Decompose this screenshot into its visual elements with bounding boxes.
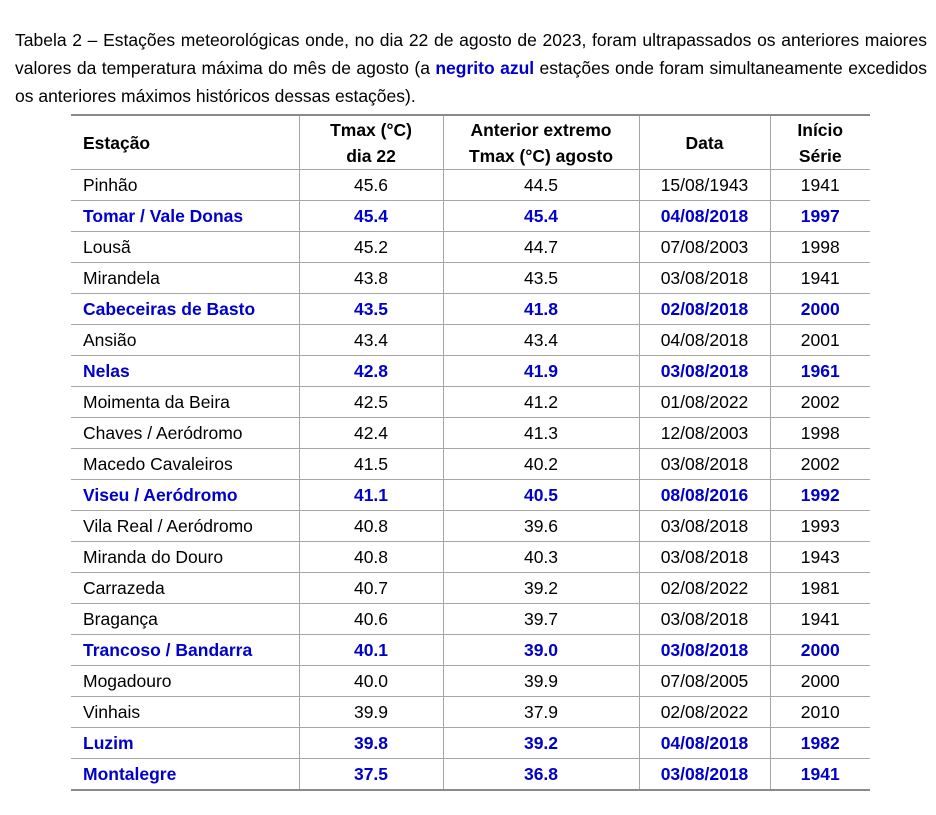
cell-series-start: 1997: [770, 201, 870, 232]
cell-previous-extreme: 39.2: [443, 728, 639, 759]
cell-station: Vila Real / Aeródromo: [71, 511, 299, 542]
cell-previous-extreme: 36.8: [443, 759, 639, 791]
cell-series-start: 1982: [770, 728, 870, 759]
table-row: [71, 170, 870, 201]
cell-tmax-day22: 42.4: [299, 418, 443, 449]
cell-station: Nelas: [71, 356, 299, 387]
cell-tmax-day22: 40.8: [299, 542, 443, 573]
cell-station: Pinhão: [71, 170, 299, 201]
cell-previous-extreme: 39.7: [443, 604, 639, 635]
table-row: [71, 449, 870, 480]
cell-tmax-day22: 40.0: [299, 666, 443, 697]
cell-tmax-day22: 43.5: [299, 294, 443, 325]
cell-station: Lousã: [71, 232, 299, 263]
table-row: [71, 201, 870, 232]
cell-date: 03/08/2018: [639, 449, 770, 480]
cell-tmax-day22: 40.6: [299, 604, 443, 635]
cell-station: Viseu / Aeródromo: [71, 480, 299, 511]
cell-station: Montalegre: [71, 759, 299, 791]
cell-date: 03/08/2018: [639, 759, 770, 791]
cell-series-start: 2002: [770, 449, 870, 480]
cell-station: Bragança: [71, 604, 299, 635]
cell-series-start: 2000: [770, 635, 870, 666]
cell-tmax-day22: 45.4: [299, 201, 443, 232]
cell-series-start: 2010: [770, 697, 870, 728]
table-row: [71, 728, 870, 759]
header-prev-line2: Tmax (°C) agosto: [468, 145, 614, 166]
cell-date: 04/08/2018: [639, 201, 770, 232]
cell-date: 08/08/2016: [639, 480, 770, 511]
cell-date: 02/08/2022: [639, 697, 770, 728]
cell-date: 03/08/2018: [639, 542, 770, 573]
cell-tmax-day22: 45.2: [299, 232, 443, 263]
cell-date: 12/08/2003: [639, 418, 770, 449]
cell-station: Tomar / Vale Donas: [71, 201, 299, 232]
cell-station: Macedo Cavaleiros: [71, 449, 299, 480]
cell-tmax-day22: 41.1: [299, 480, 443, 511]
cell-tmax-day22: 39.9: [299, 697, 443, 728]
cell-station: Trancoso / Bandarra: [71, 635, 299, 666]
table-row: [71, 697, 870, 728]
cell-station: Mogadouro: [71, 666, 299, 697]
cell-previous-extreme: 40.2: [443, 449, 639, 480]
header-tmax-line2: dia 22: [346, 145, 396, 166]
cell-tmax-day22: 45.6: [299, 170, 443, 201]
table-row: [71, 325, 870, 356]
cell-previous-extreme: 40.3: [443, 542, 639, 573]
cell-tmax-day22: 40.8: [299, 511, 443, 542]
table-row: [71, 356, 870, 387]
header-station: Estação: [71, 115, 299, 170]
cell-date: 07/08/2005: [639, 666, 770, 697]
table-row: [71, 542, 870, 573]
table-row: [71, 511, 870, 542]
cell-date: 15/08/1943: [639, 170, 770, 201]
cell-tmax-day22: 39.8: [299, 728, 443, 759]
table-row: [71, 666, 870, 697]
table-row: [71, 232, 870, 263]
cell-date: 02/08/2022: [639, 573, 770, 604]
cell-series-start: 1941: [770, 759, 870, 791]
cell-series-start: 1998: [770, 232, 870, 263]
header-previous-extreme: [443, 115, 639, 170]
cell-previous-extreme: 41.8: [443, 294, 639, 325]
cell-series-start: 1943: [770, 542, 870, 573]
cell-station: Moimenta da Beira: [71, 387, 299, 418]
header-start-line2: Série: [798, 145, 842, 166]
table-row: [71, 418, 870, 449]
cell-station: Cabeceiras de Basto: [71, 294, 299, 325]
table-row: [71, 573, 870, 604]
cell-station: Mirandela: [71, 263, 299, 294]
cell-previous-extreme: 41.2: [443, 387, 639, 418]
cell-previous-extreme: 41.9: [443, 356, 639, 387]
cell-previous-extreme: 37.9: [443, 697, 639, 728]
cell-previous-extreme: 40.5: [443, 480, 639, 511]
cell-tmax-day22: 40.1: [299, 635, 443, 666]
cell-date: 03/08/2018: [639, 604, 770, 635]
caption-text-end: estações onde foram simultaneamente excedidos os anteriores máximos históricos dessas estações).: [15, 57, 927, 106]
cell-series-start: 1993: [770, 511, 870, 542]
table-body: [71, 170, 870, 791]
table-row: [71, 387, 870, 418]
table-row: [71, 263, 870, 294]
cell-series-start: 2000: [770, 666, 870, 697]
cell-series-start: 2002: [770, 387, 870, 418]
cell-station: Vinhais: [71, 697, 299, 728]
cell-series-start: 1941: [770, 263, 870, 294]
cell-tmax-day22: 43.8: [299, 263, 443, 294]
cell-previous-extreme: 39.9: [443, 666, 639, 697]
cell-series-start: 1998: [770, 418, 870, 449]
cell-station: Miranda do Douro: [71, 542, 299, 573]
cell-station: Luzim: [71, 728, 299, 759]
cell-tmax-day22: 40.7: [299, 573, 443, 604]
cell-tmax-day22: 42.5: [299, 387, 443, 418]
cell-station: Carrazeda: [71, 573, 299, 604]
cell-previous-extreme: 44.5: [443, 170, 639, 201]
stations-table: [71, 114, 870, 791]
cell-tmax-day22: 42.8: [299, 356, 443, 387]
cell-date: 03/08/2018: [639, 635, 770, 666]
header-start-line1: Início: [797, 119, 844, 140]
cell-date: 03/08/2018: [639, 356, 770, 387]
caption-highlight: negrito azul: [435, 57, 535, 78]
cell-previous-extreme: 43.5: [443, 263, 639, 294]
header-prev-line1: Anterior extremo: [470, 119, 612, 140]
header-tmax-line1: Tmax (°C): [330, 119, 412, 140]
cell-previous-extreme: 41.3: [443, 418, 639, 449]
table-row: [71, 635, 870, 666]
cell-date: 02/08/2018: [639, 294, 770, 325]
cell-previous-extreme: 44.7: [443, 232, 639, 263]
cell-previous-extreme: 43.4: [443, 325, 639, 356]
cell-tmax-day22: 43.4: [299, 325, 443, 356]
cell-date: 04/08/2018: [639, 325, 770, 356]
cell-previous-extreme: 39.2: [443, 573, 639, 604]
table-row: [71, 604, 870, 635]
cell-date: 03/08/2018: [639, 263, 770, 294]
header-series-start: [770, 115, 870, 170]
table-row: [71, 294, 870, 325]
cell-date: 03/08/2018: [639, 511, 770, 542]
cell-station: Ansião: [71, 325, 299, 356]
cell-series-start: 1941: [770, 170, 870, 201]
table-row: [71, 480, 870, 511]
cell-series-start: 1981: [770, 573, 870, 604]
cell-date: 07/08/2003: [639, 232, 770, 263]
cell-previous-extreme: 39.0: [443, 635, 639, 666]
cell-series-start: 2000: [770, 294, 870, 325]
cell-series-start: 1941: [770, 604, 870, 635]
cell-station: Chaves / Aeródromo: [71, 418, 299, 449]
table-row: [71, 759, 870, 791]
cell-date: 01/08/2022: [639, 387, 770, 418]
cell-series-start: 2001: [770, 325, 870, 356]
cell-previous-extreme: 45.4: [443, 201, 639, 232]
table-caption: [15, 26, 927, 110]
cell-series-start: 1992: [770, 480, 870, 511]
table-header-row: [71, 115, 870, 170]
cell-tmax-day22: 41.5: [299, 449, 443, 480]
header-tmax: [299, 115, 443, 170]
cell-series-start: 1961: [770, 356, 870, 387]
cell-previous-extreme: 39.6: [443, 511, 639, 542]
header-date: Data: [639, 115, 770, 170]
cell-date: 04/08/2018: [639, 728, 770, 759]
cell-tmax-day22: 37.5: [299, 759, 443, 791]
caption-text-start: Tabela 2 – Estações meteorológicas onde, no dia 22 de agosto de 2023, foram ultrapassados os anteriores maiores valores da temperatura máxima do mês de agosto (a: [15, 29, 927, 78]
